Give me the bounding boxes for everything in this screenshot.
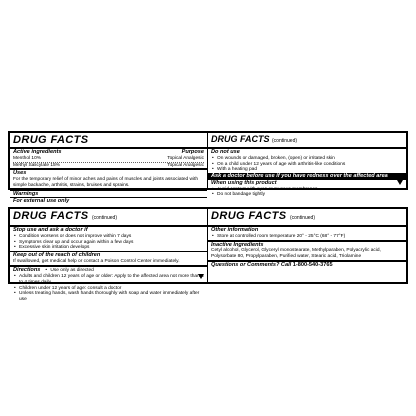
active-ingredients-heading: Active ingredients: [13, 149, 62, 155]
continue-arrow-icon: [397, 180, 403, 185]
active-ingredient-purpose: Topical Analgesic: [167, 155, 204, 161]
warnings-heading: Warnings: [13, 190, 39, 197]
continued-label: (continued): [289, 215, 315, 221]
list-item: • Symptoms clear up and occur again within a few days: [13, 240, 204, 246]
external-use-text: For external use only: [13, 198, 70, 205]
ask-doctor-heading: Ask a doctor before use if you have redness over the affected area: [208, 173, 406, 180]
directions-heading: Directions: [13, 266, 41, 273]
drug-facts-panel-1: [8, 131, 208, 205]
other-information-heading: Other information: [211, 227, 259, 233]
drug-facts-panel-4: [207, 207, 408, 284]
purpose-heading: Purpose: [181, 149, 204, 155]
continued-label: (continued): [91, 215, 117, 221]
drug-facts-panel-3: [8, 207, 208, 303]
list-item: • Condition worsens or does not improve within 7 days: [13, 234, 204, 240]
panel-title: DRUG FACTS (continued): [13, 210, 117, 222]
questions-line: [211, 262, 403, 269]
inactive-ingredients-text: Cetyl alcohol, Glycerol, Glyceryl monostearate, Methylparaben, Polyacrylic acid, Polysorbate 80, Propylparaben, Purified water, Stearic acid, Triolamine: [211, 248, 381, 259]
keep-out-text: If swallowed, get medical help or contact a Poison Control Center immediately.: [13, 258, 180, 264]
list-item: • On a child under 12 years of age with arthritis-like conditions: [211, 162, 403, 168]
list-item: • Use only as directed: [44, 268, 93, 274]
list-item: • On wounds or damaged, broken, (open) or irritated skin: [211, 156, 403, 162]
panel-title: DRUG FACTS (continued): [211, 134, 298, 144]
table-row: [13, 156, 204, 163]
list-item: • With a heating pad: [211, 167, 403, 173]
list-item: • Do not bandage tightly: [211, 192, 403, 198]
uses-text: For the temporary relief of minor aches and pains of muscles and joints associated with simple backache, arthritis, strains, bruises and sprains.: [13, 177, 199, 188]
panel-title: DRUG FACTS: [13, 134, 89, 146]
inactive-ingredients-heading: Inactive Ingredients: [211, 241, 264, 248]
stop-use-heading: Stop use and ask a doctor if: [13, 227, 88, 233]
phone-number: 1-800-540-3765: [292, 261, 333, 268]
list-item: • Store at controlled room temperature 20° - 25°C (68° - 77°F): [211, 234, 403, 240]
list-item: • Excessive skin irritation develops: [13, 245, 204, 251]
list-item: • Children under 12 years of age: consult a doctor: [13, 286, 204, 292]
keep-out-heading: Keep out of the reach of children: [13, 252, 101, 259]
list-item: • Avoid contact with eyes or mucous membranes: [211, 187, 403, 193]
list-item: • Adults and children 12 years of age or older: Apply to the affected area not more than 3 to 4 times daily: [13, 274, 204, 286]
do-not-use-heading: Do not use: [211, 149, 240, 155]
panel-title: DRUG FACTS (continued): [211, 210, 315, 222]
active-ingredient-name: Methyl Salicylate 15%: [13, 162, 60, 168]
when-using-heading: When using this product: [211, 179, 277, 186]
active-ingredient-name: Menthol 10%: [13, 155, 41, 161]
uses-heading: Uses: [13, 170, 27, 177]
continued-label: (continued): [272, 138, 298, 144]
list-item: • Unless treating hands, wash hands thoroughly with soap and water immediately after use: [13, 291, 204, 303]
continue-arrow-icon: [198, 274, 204, 279]
questions-label: Questions or Comments? Call: [211, 261, 292, 268]
active-ingredient-purpose: Topical Analgesic: [167, 162, 204, 168]
drug-facts-panel-2: [207, 131, 408, 198]
